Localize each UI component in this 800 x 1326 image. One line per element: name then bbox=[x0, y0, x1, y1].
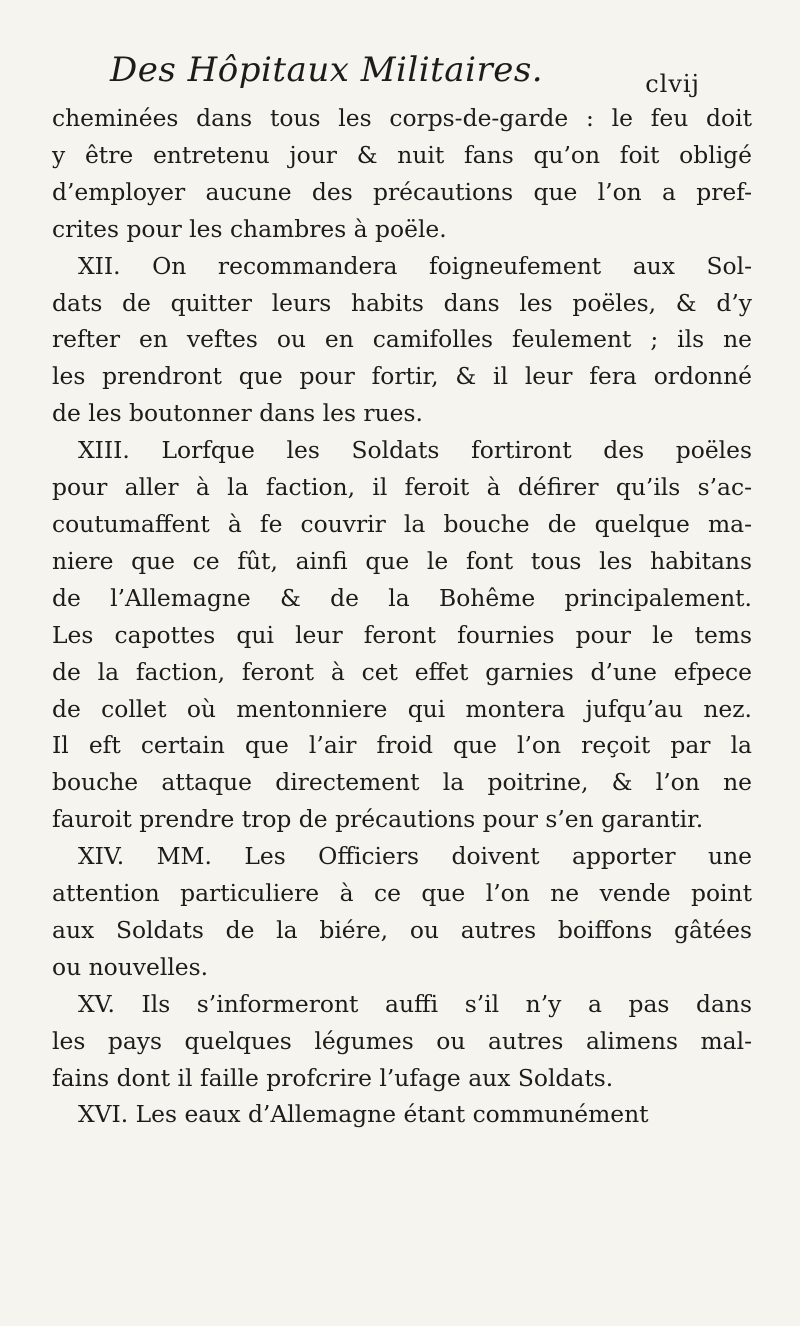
text-line: niere que ce fût, ainfi que le font tous les habitans bbox=[52, 546, 752, 575]
text-line: de la faction, feront à cet effet garnies d’une efpece bbox=[52, 657, 752, 686]
paragraph-start-xiii: XIII. Lorfque les Soldats fortiront des poëles bbox=[78, 436, 752, 465]
text-line: d’employer aucune des précautions que l’on a pref- bbox=[52, 177, 752, 206]
running-header bbox=[110, 42, 700, 102]
paragraph-end-line: fains dont il faille profcrire l’ufage aux Soldats. bbox=[52, 1063, 614, 1092]
body-text bbox=[52, 100, 752, 1133]
text-line: pour aller à la faction, il feroit à défirer qu’ils s’ac- bbox=[52, 473, 752, 502]
paragraph-start-xvi: XVI. Les eaux d’Allemagne étant communément bbox=[78, 1100, 649, 1129]
paragraph-end-line: de les boutonner dans les rues. bbox=[52, 399, 423, 428]
text-line: attention particuliere à ce que l’on ne vende point bbox=[52, 879, 752, 908]
text-line: de collet où mentonniere qui montera jufqu’au nez. bbox=[52, 694, 752, 723]
paragraph-end-line: ou nouvelles. bbox=[52, 952, 209, 981]
text-line: les prendront que pour fortir, & il leur fera ordonné bbox=[52, 362, 752, 391]
text-line: Les capottes qui leur feront fournies pour le tems bbox=[52, 620, 752, 649]
text-line: dats de quitter leurs habits dans les poëles, & d’y bbox=[52, 288, 752, 317]
text-line: y être entretenu jour & nuit fans qu’on foit obligé bbox=[52, 140, 752, 169]
text-line: refter en veftes ou en camifolles feulement ; ils ne bbox=[52, 325, 752, 354]
text-line: de l’Allemagne & de la Bohême principalement. bbox=[52, 583, 752, 612]
paragraph-start-xiv: XIV. MM. Les Officiers doivent apporter une bbox=[78, 842, 752, 871]
text-line: coutumaffent à fe couvrir la bouche de quelque ma- bbox=[52, 509, 752, 538]
paragraph-end-line: fauroit prendre trop de précautions pour s’en garantir. bbox=[52, 805, 704, 834]
paragraph-start-xv: XV. Ils s’informeront auffi s’il n’y a pas dans bbox=[78, 989, 752, 1018]
text-line: les pays quelques légumes ou autres alimens mal- bbox=[52, 1026, 752, 1055]
text-line: bouche attaque directement la poitrine, & l’on ne bbox=[52, 768, 752, 797]
paragraph-end-line: crites pour les chambres à poële. bbox=[52, 214, 447, 243]
running-title: Des Hôpitaux Militaires. bbox=[110, 50, 544, 90]
text-line: Il eft certain que l’air froid que l’on reçoit par la bbox=[52, 731, 752, 760]
text-line: cheminées dans tous les corps-de-garde : le feu doit bbox=[52, 104, 752, 132]
text-line: aux Soldats de la biére, ou autres boiffons gâtées bbox=[52, 915, 752, 944]
page-number: clvij bbox=[645, 70, 700, 98]
paragraph-start-xii: XII. On recommandera foigneufement aux Sol- bbox=[78, 251, 752, 280]
